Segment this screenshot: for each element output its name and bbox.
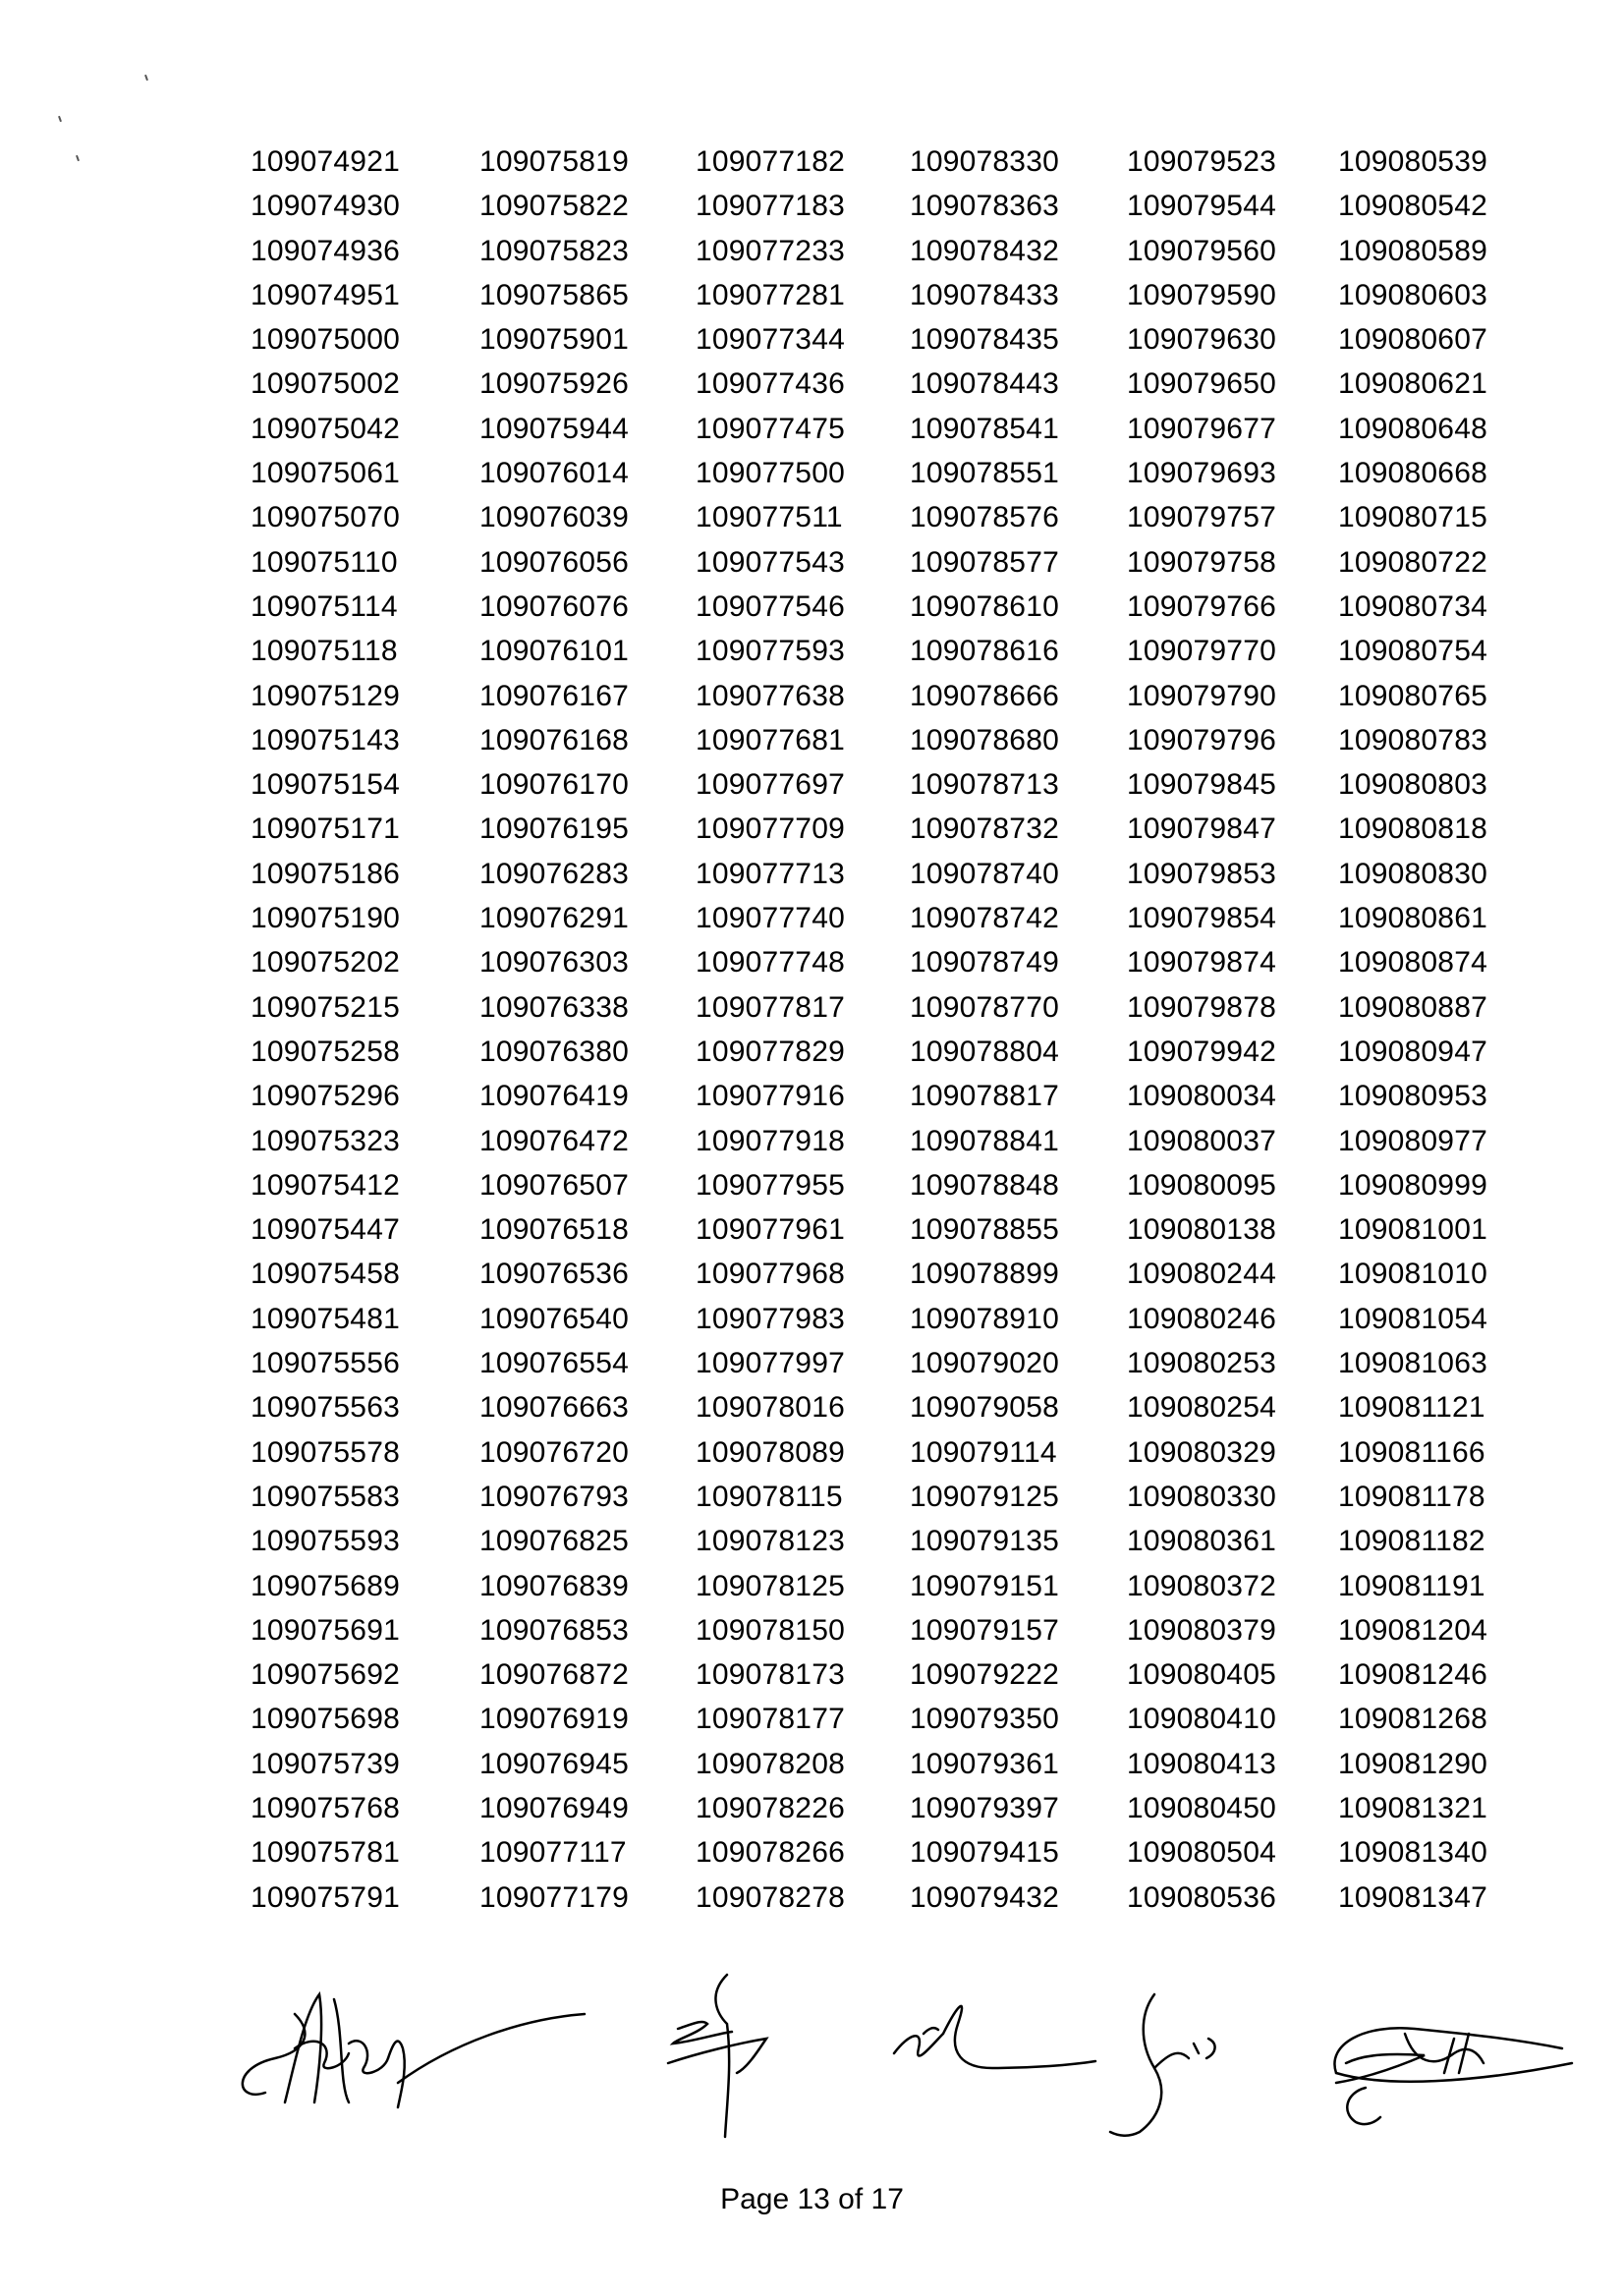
id-number: 109076380 <box>479 1035 629 1068</box>
id-number: 109077918 <box>696 1124 845 1157</box>
id-number: 109079560 <box>1127 234 1276 267</box>
id-number: 109074951 <box>251 278 400 311</box>
id-number: 109078115 <box>696 1480 843 1513</box>
id-number: 109078435 <box>910 323 1059 357</box>
id-number: 109075114 <box>251 589 398 623</box>
id-number: 109075186 <box>251 857 400 890</box>
id-number: 109075791 <box>251 1880 400 1914</box>
id-number: 109077344 <box>696 323 845 357</box>
id-number: 109077697 <box>696 768 845 802</box>
id-number: 109077117 <box>479 1836 627 1870</box>
id-number: 109081246 <box>1338 1658 1487 1692</box>
signature-3 <box>865 1975 1100 2093</box>
id-number: 109079770 <box>1127 635 1276 668</box>
id-number: 109077179 <box>479 1880 629 1914</box>
id-number: 109076663 <box>479 1391 629 1425</box>
id-number: 109080607 <box>1338 323 1487 357</box>
id-number: 109078363 <box>910 190 1059 223</box>
id-number: 109074921 <box>251 145 400 178</box>
id-number: 109075171 <box>251 812 400 846</box>
id-number: 109076518 <box>479 1213 629 1247</box>
id-number: 109076170 <box>479 768 629 802</box>
id-number: 109081121 <box>1338 1391 1485 1425</box>
id-number: 109077681 <box>696 723 845 756</box>
id-number: 109075481 <box>251 1302 400 1335</box>
id-number: 109077182 <box>696 145 845 178</box>
id-number: 109081010 <box>1338 1258 1487 1291</box>
id-column-3 <box>696 140 910 1920</box>
id-number: 109076167 <box>479 679 629 712</box>
id-number: 109075447 <box>251 1213 400 1247</box>
id-number: 109078541 <box>910 412 1059 445</box>
id-number: 109078680 <box>910 723 1059 756</box>
id-number: 109076338 <box>479 990 629 1024</box>
id-number: 109079878 <box>1127 990 1276 1024</box>
id-number: 109080095 <box>1127 1168 1276 1202</box>
id-number: 109079361 <box>910 1747 1059 1780</box>
id-number: 109077983 <box>696 1302 845 1335</box>
id-number: 109080947 <box>1338 1035 1487 1068</box>
id-number: 109077546 <box>696 589 845 623</box>
id-number: 109075412 <box>251 1168 400 1202</box>
id-number: 109081191 <box>1338 1569 1485 1602</box>
id-number: 109080818 <box>1338 812 1487 846</box>
id-number: 109077829 <box>696 1035 845 1068</box>
id-number: 109075768 <box>251 1791 400 1824</box>
id-number: 109078740 <box>910 857 1059 890</box>
id-number: 109080330 <box>1127 1480 1276 1513</box>
id-number: 109080887 <box>1338 990 1487 1024</box>
id-number: 109075042 <box>251 412 400 445</box>
id-number: 109075143 <box>251 723 400 756</box>
id-number: 109079650 <box>1127 367 1276 401</box>
id-number: 109077709 <box>696 812 845 846</box>
id-number: 109081178 <box>1338 1480 1485 1513</box>
id-number: 109078551 <box>910 457 1059 490</box>
id-number: 109075819 <box>479 145 629 178</box>
id-number: 109080138 <box>1127 1213 1276 1247</box>
id-number: 109079847 <box>1127 812 1276 846</box>
id-number: 109076195 <box>479 812 629 846</box>
id-number: 109079058 <box>910 1391 1059 1425</box>
id-number: 109081054 <box>1338 1302 1487 1335</box>
id-number-grid <box>251 140 1547 1920</box>
id-number: 109080504 <box>1127 1836 1276 1870</box>
id-number: 109078576 <box>910 501 1059 534</box>
id-number: 109080361 <box>1127 1525 1276 1558</box>
id-number: 109079757 <box>1127 501 1276 534</box>
signature-4 <box>1100 1985 1248 2152</box>
id-number: 109075258 <box>251 1035 400 1068</box>
id-number: 109080722 <box>1338 545 1487 579</box>
id-number: 109077593 <box>696 635 845 668</box>
id-number: 109080539 <box>1338 145 1487 178</box>
id-number: 109079157 <box>910 1613 1059 1647</box>
id-number: 109075061 <box>251 457 400 490</box>
id-number: 109079350 <box>910 1703 1059 1736</box>
id-number: 109075202 <box>251 946 400 980</box>
id-column-1 <box>251 140 479 1920</box>
id-number: 109078841 <box>910 1124 1059 1157</box>
id-number: 109080999 <box>1338 1168 1487 1202</box>
id-number: 109081340 <box>1338 1836 1487 1870</box>
id-number: 109075578 <box>251 1435 400 1469</box>
signature-1 <box>226 1975 599 2122</box>
id-number: 109075691 <box>251 1613 400 1647</box>
id-number: 109075190 <box>251 902 400 935</box>
id-number: 109077961 <box>696 1213 845 1247</box>
id-number: 109077740 <box>696 902 845 935</box>
id-number: 109078910 <box>910 1302 1059 1335</box>
id-number: 109079432 <box>910 1880 1059 1914</box>
id-number: 109075926 <box>479 367 629 401</box>
id-number: 109079790 <box>1127 679 1276 712</box>
id-number: 109075215 <box>251 990 400 1024</box>
id-number: 109075692 <box>251 1658 400 1692</box>
id-number: 109080861 <box>1338 902 1487 935</box>
id-number: 109078713 <box>910 768 1059 802</box>
id-number: 109076872 <box>479 1658 629 1692</box>
id-number: 109076039 <box>479 501 629 534</box>
id-number: 109075556 <box>251 1347 400 1380</box>
id-number: 109080379 <box>1127 1613 1276 1647</box>
id-number: 109079222 <box>910 1658 1059 1692</box>
id-number: 109078577 <box>910 545 1059 579</box>
signature-row <box>226 1955 1621 2181</box>
id-number: 109080754 <box>1338 635 1487 668</box>
id-column-2 <box>479 140 696 1920</box>
id-number: 109079845 <box>1127 768 1276 802</box>
id-number: 109078848 <box>910 1168 1059 1202</box>
id-number: 109080621 <box>1338 367 1487 401</box>
id-number: 109078089 <box>696 1435 845 1469</box>
id-number: 109075739 <box>251 1747 400 1780</box>
id-number: 109081290 <box>1338 1747 1487 1780</box>
id-number: 109081268 <box>1338 1703 1487 1736</box>
id-number: 109080253 <box>1127 1347 1276 1380</box>
id-number: 109077543 <box>696 545 845 579</box>
id-number: 109081166 <box>1338 1435 1485 1469</box>
id-number: 109078266 <box>696 1836 845 1870</box>
id-number: 109080830 <box>1338 857 1487 890</box>
id-number: 109076919 <box>479 1703 629 1736</box>
id-number: 109075154 <box>251 768 400 802</box>
id-number: 109078125 <box>696 1569 845 1602</box>
id-number: 109076419 <box>479 1080 629 1113</box>
id-number: 109074936 <box>251 234 400 267</box>
id-number: 109079523 <box>1127 145 1276 178</box>
id-number: 109080372 <box>1127 1569 1276 1602</box>
id-number: 109078226 <box>696 1791 845 1824</box>
id-number: 109080450 <box>1127 1791 1276 1824</box>
id-number: 109075323 <box>251 1124 400 1157</box>
id-number: 109075110 <box>251 545 398 579</box>
id-number: 109078443 <box>910 367 1059 401</box>
id-number: 109080668 <box>1338 457 1487 490</box>
id-number: 109079630 <box>1127 323 1276 357</box>
id-number: 109075118 <box>251 635 398 668</box>
id-number: 109077436 <box>696 367 845 401</box>
id-column-4 <box>910 140 1127 1920</box>
id-number: 109079151 <box>910 1569 1059 1602</box>
id-number: 109075593 <box>251 1525 400 1558</box>
id-column-5 <box>1127 140 1338 1920</box>
id-number: 109077817 <box>696 990 845 1024</box>
id-number: 109076014 <box>479 457 629 490</box>
id-number: 109077955 <box>696 1168 845 1202</box>
id-number: 109074930 <box>251 190 400 223</box>
id-number: 109081182 <box>1338 1525 1485 1558</box>
id-number: 109081347 <box>1338 1880 1487 1914</box>
id-number: 109080244 <box>1127 1258 1276 1291</box>
id-number: 109075563 <box>251 1391 400 1425</box>
id-number: 109079415 <box>910 1836 1059 1870</box>
id-number: 109076507 <box>479 1168 629 1202</box>
id-number: 109076283 <box>479 857 629 890</box>
id-number: 109078173 <box>696 1658 845 1692</box>
id-number: 109079758 <box>1127 545 1276 579</box>
id-number: 109080034 <box>1127 1080 1276 1113</box>
id-number: 109080410 <box>1127 1703 1276 1736</box>
id-number: 109076076 <box>479 589 629 623</box>
scan-speck <box>76 155 80 161</box>
id-number: 109077281 <box>696 278 845 311</box>
scan-speck <box>144 75 148 81</box>
id-number: 109079854 <box>1127 902 1276 935</box>
id-number: 109079796 <box>1127 723 1276 756</box>
id-column-6 <box>1338 140 1547 1920</box>
id-number: 109080037 <box>1127 1124 1276 1157</box>
id-number: 109078770 <box>910 990 1059 1024</box>
id-number: 109080953 <box>1338 1080 1487 1113</box>
id-number: 109081063 <box>1338 1347 1487 1380</box>
id-number: 109078742 <box>910 902 1059 935</box>
id-number: 109078150 <box>696 1613 845 1647</box>
id-number: 109078177 <box>696 1703 845 1736</box>
id-number: 109075865 <box>479 278 629 311</box>
id-number: 109078666 <box>910 679 1059 712</box>
id-number: 109080765 <box>1338 679 1487 712</box>
id-number: 109078208 <box>696 1747 845 1780</box>
id-number: 109079853 <box>1127 857 1276 890</box>
id-number: 109080589 <box>1338 234 1487 267</box>
id-number: 109076056 <box>479 545 629 579</box>
id-number: 109077748 <box>696 946 845 980</box>
id-number: 109078749 <box>910 946 1059 980</box>
id-number: 109080603 <box>1338 278 1487 311</box>
id-number: 109079693 <box>1127 457 1276 490</box>
id-number: 109076540 <box>479 1302 629 1335</box>
id-number: 109078899 <box>910 1258 1059 1291</box>
id-number: 109079125 <box>910 1480 1059 1513</box>
id-number: 109080803 <box>1338 768 1487 802</box>
id-number: 109079114 <box>910 1435 1057 1469</box>
id-number: 109079874 <box>1127 946 1276 980</box>
id-number: 109075944 <box>479 412 629 445</box>
id-number: 109078616 <box>910 635 1059 668</box>
id-number: 109076945 <box>479 1747 629 1780</box>
id-number: 109077500 <box>696 457 845 490</box>
id-number: 109081321 <box>1338 1791 1487 1824</box>
id-number: 109075689 <box>251 1569 400 1602</box>
id-number: 109075002 <box>251 367 400 401</box>
id-number: 109077638 <box>696 679 845 712</box>
id-number: 109077968 <box>696 1258 845 1291</box>
id-number: 109076853 <box>479 1613 629 1647</box>
id-number: 109076101 <box>479 635 629 668</box>
id-number: 109080977 <box>1338 1124 1487 1157</box>
id-number: 109080715 <box>1338 501 1487 534</box>
id-number: 109079544 <box>1127 190 1276 223</box>
id-number: 109076949 <box>479 1791 629 1824</box>
id-number: 109080783 <box>1338 723 1487 756</box>
id-number: 109079020 <box>910 1347 1059 1380</box>
id-number: 109078330 <box>910 145 1059 178</box>
id-number: 109078016 <box>696 1391 845 1425</box>
id-number: 109076554 <box>479 1347 629 1380</box>
id-number: 109075698 <box>251 1703 400 1736</box>
id-number: 109076536 <box>479 1258 629 1291</box>
signature-2 <box>648 1955 786 2152</box>
id-number: 109075822 <box>479 190 629 223</box>
id-number: 109079942 <box>1127 1035 1276 1068</box>
id-number: 109077233 <box>696 234 845 267</box>
scan-speck <box>58 116 62 122</box>
id-number: 109080542 <box>1338 190 1487 223</box>
id-number: 109080536 <box>1127 1880 1276 1914</box>
id-number: 109075000 <box>251 323 400 357</box>
id-number: 109077713 <box>696 857 845 890</box>
id-number: 109078433 <box>910 278 1059 311</box>
id-number: 109078610 <box>910 589 1059 623</box>
id-number: 109075823 <box>479 234 629 267</box>
id-number: 109077511 <box>696 501 843 534</box>
id-number: 109075583 <box>251 1480 400 1513</box>
id-number: 109075901 <box>479 323 629 357</box>
page-number: Page 13 of 17 <box>720 2183 904 2215</box>
id-number: 109080246 <box>1127 1302 1276 1335</box>
id-number: 109076472 <box>479 1124 629 1157</box>
id-number: 109081204 <box>1338 1613 1487 1647</box>
id-number: 109079590 <box>1127 278 1276 311</box>
id-number: 109076720 <box>479 1435 629 1469</box>
id-number: 109076825 <box>479 1525 629 1558</box>
id-number: 109079135 <box>910 1525 1059 1558</box>
id-number: 109080413 <box>1127 1747 1276 1780</box>
id-number: 109075296 <box>251 1080 400 1113</box>
id-number: 109080734 <box>1338 589 1487 623</box>
id-number: 109077183 <box>696 190 845 223</box>
id-number: 109076793 <box>479 1480 629 1513</box>
id-number: 109078432 <box>910 234 1059 267</box>
signature-5 <box>1307 1994 1601 2142</box>
id-number: 109077916 <box>696 1080 845 1113</box>
id-number: 109078123 <box>696 1525 845 1558</box>
id-number: 109076168 <box>479 723 629 756</box>
id-number: 109078732 <box>910 812 1059 846</box>
id-number: 109080329 <box>1127 1435 1276 1469</box>
id-number: 109080405 <box>1127 1658 1276 1692</box>
id-number: 109078817 <box>910 1080 1059 1113</box>
id-number: 109081001 <box>1338 1213 1487 1247</box>
id-number: 109078804 <box>910 1035 1059 1068</box>
id-number: 109078855 <box>910 1213 1059 1247</box>
id-number: 109076839 <box>479 1569 629 1602</box>
id-number: 109077997 <box>696 1347 845 1380</box>
id-number: 109075781 <box>251 1836 400 1870</box>
id-number: 109079766 <box>1127 589 1276 623</box>
id-number: 109079677 <box>1127 412 1276 445</box>
id-number: 109078278 <box>696 1880 845 1914</box>
id-number: 109077475 <box>696 412 845 445</box>
id-number: 109080874 <box>1338 946 1487 980</box>
id-number: 109080254 <box>1127 1391 1276 1425</box>
id-number: 109076303 <box>479 946 629 980</box>
id-number: 109075129 <box>251 679 400 712</box>
id-number: 109080648 <box>1338 412 1487 445</box>
id-number: 109076291 <box>479 902 629 935</box>
id-number: 109075070 <box>251 501 400 534</box>
id-number: 109075458 <box>251 1258 400 1291</box>
id-number: 109079397 <box>910 1791 1059 1824</box>
